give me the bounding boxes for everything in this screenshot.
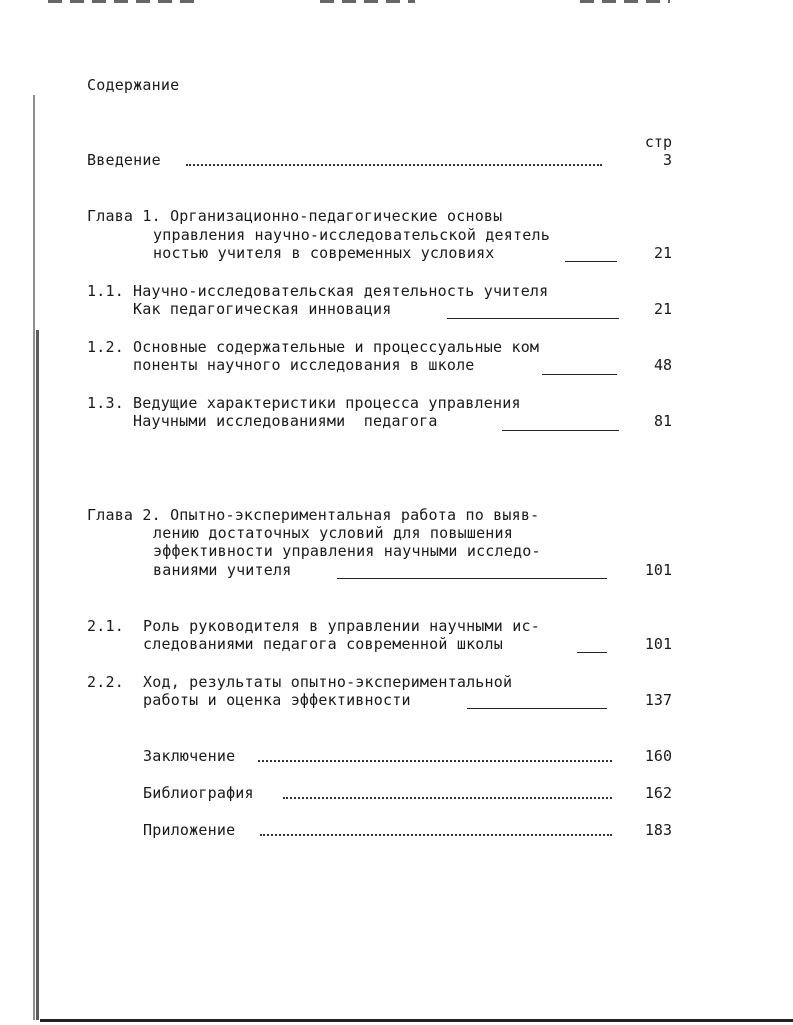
toc-label: Введение	[87, 151, 161, 169]
section-number: 2.2.	[87, 673, 124, 691]
section-number: 1.3.	[87, 394, 124, 412]
underline-leader	[542, 374, 617, 375]
page-title: Содержание	[87, 76, 180, 94]
toc-line: поненты научного исследования в школе	[133, 356, 475, 374]
toc-label: Приложение	[143, 821, 236, 839]
dot-leader	[283, 795, 612, 799]
toc-page-number: 21	[653, 244, 672, 262]
underline-leader	[337, 578, 607, 579]
scan-artifact-top-right	[580, 0, 670, 3]
toc-line: лению достаточных условий для повышения	[153, 524, 513, 542]
toc-line: эффективности управления научными исследо-	[153, 542, 541, 560]
section-number: 2.1.	[87, 617, 124, 635]
toc-line: Глава 2. Опытно-экспериментальная работа по выяв-	[87, 506, 540, 524]
toc-line: Научными исследованиями педагога	[133, 412, 438, 430]
scan-artifact-top-center	[320, 0, 415, 3]
page-column-header: стр	[644, 133, 672, 151]
dot-leader	[258, 758, 612, 762]
toc-line: ностью учителя в современных условиях	[153, 244, 495, 262]
underline-leader	[502, 430, 619, 431]
toc-label: Заключение	[143, 747, 236, 765]
scan-artifact-left-edge	[33, 95, 35, 1020]
underline-leader	[447, 318, 619, 319]
toc-line: Как педагогическая инновация	[133, 300, 392, 318]
toc-page-number: 101	[644, 561, 672, 579]
toc-page-number: 162	[644, 784, 672, 802]
toc-line: работы и оценка эффективности	[143, 691, 411, 709]
scan-artifact-left-edge-2	[36, 330, 39, 1020]
underline-leader	[565, 261, 617, 262]
section-number: 1.2.	[87, 338, 124, 356]
underline-leader	[577, 652, 607, 653]
toc-page-number: 21	[653, 300, 672, 318]
toc-line: Глава 1. Организационно-педагогические основы	[87, 207, 503, 225]
toc-page-number: 48	[653, 356, 672, 374]
toc-line: Ведущие характеристики процесса управления	[133, 394, 521, 412]
underline-leader	[467, 708, 607, 709]
toc-page-number: 137	[644, 691, 672, 709]
dot-leader	[186, 162, 602, 166]
toc-page-number: 160	[644, 747, 672, 765]
toc-page-number: 183	[644, 821, 672, 839]
toc-page-number: 81	[653, 412, 672, 430]
toc-line: ваниями учителя	[153, 561, 292, 579]
toc-line: Научно-исследовательская деятельность учителя	[133, 282, 549, 300]
toc-page-number: 3	[662, 151, 672, 169]
toc-line: Ход, результаты опытно-экспериментальной	[143, 673, 513, 691]
scan-artifact-top-left	[48, 0, 198, 3]
toc-page-number: 101	[644, 635, 672, 653]
toc-line: следованиями педагога современной школы	[143, 635, 503, 653]
toc-line: Роль руководителя в управлении научными ис-	[143, 617, 540, 635]
toc-line: управления научно-исследовательской деятель	[153, 226, 550, 244]
dot-leader	[260, 832, 612, 836]
section-number: 1.1.	[87, 282, 124, 300]
toc-label: Библиография	[143, 784, 254, 802]
scan-artifact-bottom	[40, 1019, 793, 1022]
toc-line: Основные содержательные и процессуальные ком	[133, 338, 540, 356]
